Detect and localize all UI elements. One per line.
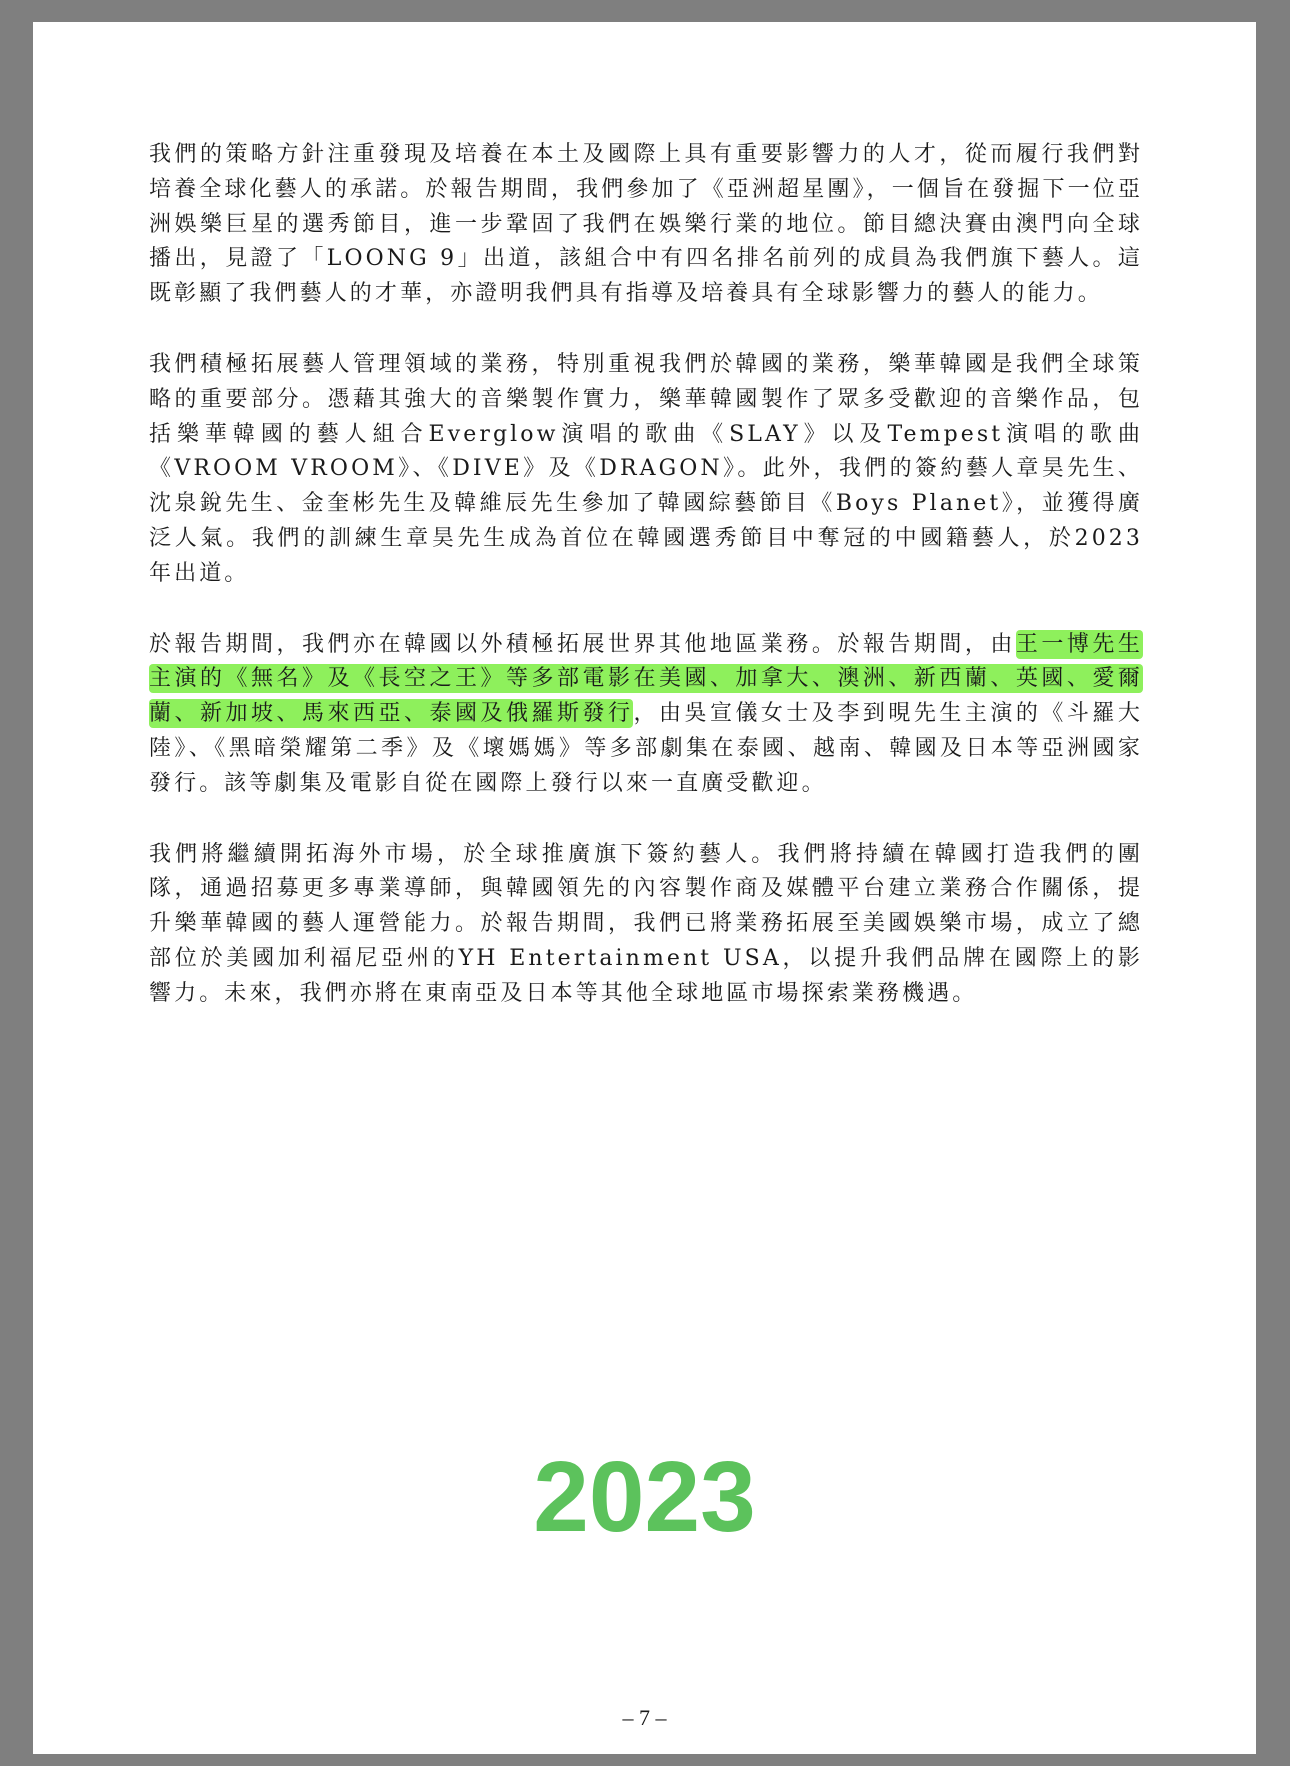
page-number: – 7 – [622,1705,667,1730]
paragraph-korea-business: 我們積極拓展藝人管理領域的業務，特別重視我們於韓國的業務，樂華韓國是我們全球策略的重要部分。憑藉其強大的音樂製作實力，樂華韓國製作了眾多受歡迎的音樂作品，包括樂華韓國的藝人組合Everglow演唱的歌曲《SLAY》以及Tempest演唱的歌曲《VROOM VROOM》、《DIVE》及《DRAGON》。此外，我們的簽約藝人章昊先生、沈泉銳先生、金奎彬先生及韓維辰先生參加了韓國綜藝節目《Boys Planet》，並獲得廣泛人氣。我們的訓練生章昊先生成為首位在韓國選秀節目中奪冠的中國籍藝人，於2023年出道。 [149,351,1143,586]
document-page [33,22,1256,1754]
paragraph-text-after: ，由吳宣儀女士及李到晛先生主演的《斗羅大陸》、《黑暗榮耀第二季》及《壞媽媽》等多部劇集在泰國、越南、韓國及日本等亞洲國家發行。該等劇集及電影自從在國際上發行以來一直廣受歡迎。 [149,701,1143,796]
year-overlay: 2023 [533,1441,756,1553]
paragraph-text-before: 於報告期間，我們亦在韓國以外積極拓展世界其他地區業務。於報告期間，由 [149,631,1016,657]
document-body [149,138,1143,1048]
paragraph-overseas-expansion: 我們將繼續開拓海外市場，於全球推廣旗下簽約藝人。我們將持續在韓國打造我們的團隊，通過招募更多專業導師，與韓國領先的內容製作商及媒體平台建立業務合作關係，提升樂華韓國的藝人運營能力。於報告期間，我們已將業務拓展至美國娛樂市場，成立了總部位於美國加利福尼亞州的YH Entertainment USA，以提升我們品牌在國際上的影響力。未來，我們亦將在東南亞及日本等其他全球地區市場探索業務機遇。 [149,841,1143,1006]
highlighted-text: 王一博先生主演的《無名》及《長空之王》等多部電影在美國、加拿大、澳洲、新西蘭、英國、愛爾蘭、新加坡、馬來西亞、泰國及俄羅斯發行 [149,631,1143,727]
paragraph-international [149,628,1143,802]
paragraph-strategy: 我們的策略方針注重發現及培養在本土及國際上具有重要影響力的人才，從而履行我們對培養全球化藝人的承諾。於報告期間，我們參加了《亞洲超星團》，一個旨在發掘下一位亞洲娛樂巨星的選秀節目，進一步鞏固了我們在娛樂行業的地位。節目總決賽由澳門向全球播出，見證了「LOONG 9」出道，該組合中有四名排名前列的成員為我們旗下藝人。這既彰顯了我們藝人的才華，亦證明我們具有指導及培養具有全球影響力的藝人的能力。 [149,142,1143,307]
